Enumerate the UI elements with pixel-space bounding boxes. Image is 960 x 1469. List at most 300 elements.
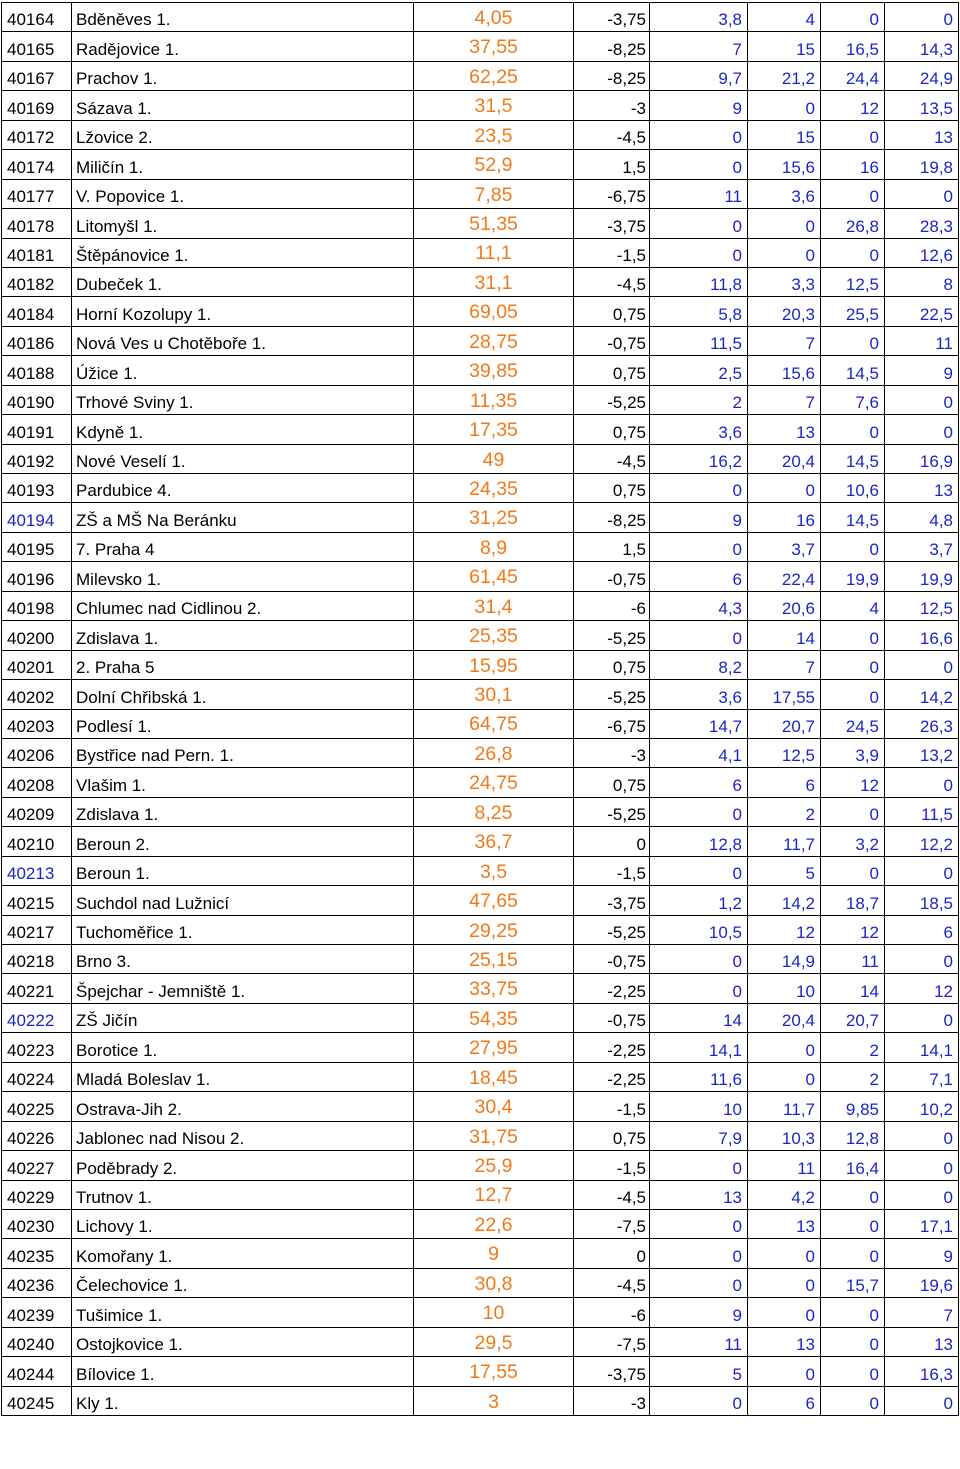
score-col-4: 0 — [821, 680, 885, 709]
school-name: Bílovice 1. — [72, 1357, 414, 1386]
total-score: 23,5 — [414, 120, 574, 149]
score-col-1: -4,5 — [574, 1180, 650, 1209]
score-col-3: 4,2 — [748, 1180, 821, 1209]
school-name: Tušimice 1. — [72, 1298, 414, 1327]
school-name: Bděněves 1. — [72, 3, 414, 32]
score-col-4: 2 — [821, 1062, 885, 1091]
school-name: Chlumec nad Cidlinou 2. — [72, 591, 414, 620]
total-score: 8,25 — [414, 797, 574, 826]
score-col-1: -0,75 — [574, 562, 650, 591]
score-col-1: 1,5 — [574, 150, 650, 179]
score-col-3: 13 — [748, 1327, 821, 1356]
table-body — [2, 3, 959, 1416]
score-col-2: 6 — [650, 562, 748, 591]
score-col-2: 11 — [650, 179, 748, 208]
score-col-3: 13 — [748, 415, 821, 444]
total-score: 31,75 — [414, 1121, 574, 1150]
school-name: Kly 1. — [72, 1386, 414, 1415]
school-name: Prachov 1. — [72, 61, 414, 90]
school-id: 40202 — [2, 680, 72, 709]
score-col-1: -2,25 — [574, 1062, 650, 1091]
table-row — [2, 1268, 959, 1297]
score-col-2: 11,5 — [650, 326, 748, 355]
score-col-4: 19,9 — [821, 562, 885, 591]
school-id: 40208 — [2, 768, 72, 797]
table-row — [2, 1092, 959, 1121]
score-col-5: 0 — [885, 1003, 959, 1032]
score-col-5: 16,3 — [885, 1357, 959, 1386]
score-col-5: 12 — [885, 974, 959, 1003]
school-id: 40194 — [2, 503, 72, 532]
score-col-5: 17,1 — [885, 1209, 959, 1238]
school-id: 40245 — [2, 1386, 72, 1415]
score-col-5: 0 — [885, 1151, 959, 1180]
score-col-4: 12 — [821, 915, 885, 944]
school-id: 40227 — [2, 1151, 72, 1180]
score-col-2: 16,2 — [650, 444, 748, 473]
score-col-2: 0 — [650, 209, 748, 238]
table-row — [2, 61, 959, 90]
score-col-2: 0 — [650, 120, 748, 149]
table-row — [2, 1357, 959, 1386]
score-col-3: 15 — [748, 32, 821, 61]
table-row — [2, 738, 959, 767]
school-id: 40244 — [2, 1357, 72, 1386]
score-col-4: 12 — [821, 91, 885, 120]
score-col-3: 3,6 — [748, 179, 821, 208]
school-id: 40182 — [2, 267, 72, 296]
total-score: 17,55 — [414, 1357, 574, 1386]
school-name: V. Popovice 1. — [72, 179, 414, 208]
score-col-4: 16,5 — [821, 32, 885, 61]
table-row — [2, 1180, 959, 1209]
table-row — [2, 1003, 959, 1032]
score-col-3: 14,9 — [748, 945, 821, 974]
school-id: 40213 — [2, 856, 72, 885]
total-score: 22,6 — [414, 1209, 574, 1238]
score-col-3: 0 — [748, 1357, 821, 1386]
score-col-4: 0 — [821, 1386, 885, 1415]
score-col-3: 0 — [748, 91, 821, 120]
score-col-2: 0 — [650, 945, 748, 974]
school-name: Mladá Boleslav 1. — [72, 1062, 414, 1091]
school-name: Úžice 1. — [72, 356, 414, 385]
score-col-2: 11,6 — [650, 1062, 748, 1091]
score-col-2: 5 — [650, 1357, 748, 1386]
score-col-4: 12,5 — [821, 267, 885, 296]
score-col-1: -5,25 — [574, 797, 650, 826]
school-name: Ostrava-Jih 2. — [72, 1092, 414, 1121]
total-score: 61,45 — [414, 562, 574, 591]
score-col-4: 16,4 — [821, 1151, 885, 1180]
score-col-2: 9 — [650, 1298, 748, 1327]
score-col-5: 7 — [885, 1298, 959, 1327]
school-name: Milevsko 1. — [72, 562, 414, 591]
score-col-1: -6,75 — [574, 179, 650, 208]
score-col-5: 0 — [885, 385, 959, 414]
score-col-1: -6 — [574, 591, 650, 620]
score-col-2: 14,7 — [650, 709, 748, 738]
score-col-5: 4,8 — [885, 503, 959, 532]
total-score: 31,25 — [414, 503, 574, 532]
score-col-3: 0 — [748, 209, 821, 238]
score-col-5: 9 — [885, 1239, 959, 1268]
score-col-1: -7,5 — [574, 1209, 650, 1238]
school-name: Dubeček 1. — [72, 267, 414, 296]
score-col-3: 11 — [748, 1151, 821, 1180]
total-score: 12,7 — [414, 1180, 574, 1209]
school-name: Brno 3. — [72, 945, 414, 974]
total-score: 9 — [414, 1239, 574, 1268]
school-name: Suchdol nad Lužnicí — [72, 886, 414, 915]
score-col-4: 14,5 — [821, 444, 885, 473]
score-col-1: -4,5 — [574, 1268, 650, 1297]
school-name: Jablonec nad Nisou 2. — [72, 1121, 414, 1150]
score-col-5: 11 — [885, 326, 959, 355]
total-score: 31,1 — [414, 267, 574, 296]
table-row — [2, 238, 959, 267]
score-col-2: 0 — [650, 532, 748, 561]
school-id: 40206 — [2, 738, 72, 767]
score-col-2: 0 — [650, 974, 748, 1003]
school-name: Zdislava 1. — [72, 621, 414, 650]
school-id: 40198 — [2, 591, 72, 620]
score-col-5: 14,3 — [885, 32, 959, 61]
school-id: 40215 — [2, 886, 72, 915]
score-col-2: 0 — [650, 1151, 748, 1180]
score-col-2: 3,8 — [650, 3, 748, 32]
score-col-1: -4,5 — [574, 120, 650, 149]
school-name: Miličín 1. — [72, 150, 414, 179]
score-col-3: 6 — [748, 768, 821, 797]
score-col-2: 1,2 — [650, 886, 748, 915]
table-row — [2, 1298, 959, 1327]
total-score: 30,1 — [414, 680, 574, 709]
score-col-5: 24,9 — [885, 61, 959, 90]
score-col-2: 0 — [650, 1268, 748, 1297]
school-id: 40224 — [2, 1062, 72, 1091]
table-row — [2, 415, 959, 444]
score-col-1: 0,75 — [574, 650, 650, 679]
score-col-3: 13 — [748, 1209, 821, 1238]
table-row — [2, 1151, 959, 1180]
score-col-3: 0 — [748, 1062, 821, 1091]
score-col-5: 0 — [885, 1386, 959, 1415]
table-row — [2, 474, 959, 503]
school-name: ZŠ Jičín — [72, 1003, 414, 1032]
score-col-5: 6 — [885, 915, 959, 944]
score-col-3: 21,2 — [748, 61, 821, 90]
score-col-1: 0,75 — [574, 297, 650, 326]
score-col-1: -5,25 — [574, 621, 650, 650]
score-col-3: 14,2 — [748, 886, 821, 915]
score-col-2: 0 — [650, 1239, 748, 1268]
score-col-3: 0 — [748, 1033, 821, 1062]
school-id: 40169 — [2, 91, 72, 120]
total-score: 47,65 — [414, 886, 574, 915]
score-col-3: 0 — [748, 1239, 821, 1268]
score-col-1: -0,75 — [574, 945, 650, 974]
table-row — [2, 886, 959, 915]
score-col-5: 13,2 — [885, 738, 959, 767]
score-col-2: 3,6 — [650, 415, 748, 444]
score-col-1: -3 — [574, 738, 650, 767]
score-col-5: 16,9 — [885, 444, 959, 473]
score-col-4: 9,85 — [821, 1092, 885, 1121]
score-col-1: -3,75 — [574, 3, 650, 32]
score-col-4: 20,7 — [821, 1003, 885, 1032]
score-col-1: -6,75 — [574, 709, 650, 738]
score-col-4: 3,2 — [821, 827, 885, 856]
school-id: 40184 — [2, 297, 72, 326]
school-id: 40230 — [2, 1209, 72, 1238]
table-row — [2, 1033, 959, 1062]
school-name: Trhové Sviny 1. — [72, 385, 414, 414]
score-col-4: 16 — [821, 150, 885, 179]
total-score: 25,15 — [414, 945, 574, 974]
school-id: 40239 — [2, 1298, 72, 1327]
score-col-5: 11,5 — [885, 797, 959, 826]
score-col-5: 0 — [885, 1180, 959, 1209]
school-id: 40177 — [2, 179, 72, 208]
score-col-3: 4 — [748, 3, 821, 32]
total-score: 33,75 — [414, 974, 574, 1003]
score-col-3: 0 — [748, 474, 821, 503]
score-col-3: 11,7 — [748, 827, 821, 856]
score-col-4: 0 — [821, 3, 885, 32]
score-col-4: 0 — [821, 1298, 885, 1327]
school-name: Komořany 1. — [72, 1239, 414, 1268]
score-col-2: 0 — [650, 797, 748, 826]
score-col-5: 0 — [885, 1121, 959, 1150]
total-score: 24,35 — [414, 474, 574, 503]
score-col-3: 3,3 — [748, 267, 821, 296]
score-col-1: -3 — [574, 91, 650, 120]
table-row — [2, 974, 959, 1003]
table-row — [2, 297, 959, 326]
score-col-2: 3,6 — [650, 680, 748, 709]
total-score: 3 — [414, 1386, 574, 1415]
score-col-4: 14,5 — [821, 356, 885, 385]
score-col-3: 7 — [748, 326, 821, 355]
score-col-3: 0 — [748, 238, 821, 267]
school-id: 40221 — [2, 974, 72, 1003]
score-col-2: 0 — [650, 238, 748, 267]
school-name: Trutnov 1. — [72, 1180, 414, 1209]
score-col-4: 0 — [821, 797, 885, 826]
total-score: 8,9 — [414, 532, 574, 561]
score-col-4: 14,5 — [821, 503, 885, 532]
score-col-4: 0 — [821, 1327, 885, 1356]
score-col-5: 19,8 — [885, 150, 959, 179]
table-row — [2, 120, 959, 149]
score-col-4: 24,4 — [821, 61, 885, 90]
table-row — [2, 1239, 959, 1268]
score-col-3: 14 — [748, 621, 821, 650]
score-col-5: 0 — [885, 768, 959, 797]
score-col-2: 4,1 — [650, 738, 748, 767]
table-row — [2, 797, 959, 826]
score-col-3: 10 — [748, 974, 821, 1003]
score-col-3: 10,3 — [748, 1121, 821, 1150]
score-col-4: 0 — [821, 1209, 885, 1238]
score-col-4: 15,7 — [821, 1268, 885, 1297]
score-col-4: 0 — [821, 532, 885, 561]
score-col-1: -3,75 — [574, 886, 650, 915]
table-row — [2, 591, 959, 620]
school-id: 40229 — [2, 1180, 72, 1209]
score-col-3: 7 — [748, 385, 821, 414]
score-col-1: -8,25 — [574, 61, 650, 90]
score-col-2: 11,8 — [650, 267, 748, 296]
score-col-2: 0 — [650, 1209, 748, 1238]
total-score: 69,05 — [414, 297, 574, 326]
total-score: 49 — [414, 444, 574, 473]
score-col-1: 0 — [574, 827, 650, 856]
score-col-5: 14,1 — [885, 1033, 959, 1062]
score-col-1: -0,75 — [574, 326, 650, 355]
score-col-5: 18,5 — [885, 886, 959, 915]
score-col-5: 7,1 — [885, 1062, 959, 1091]
score-col-2: 7,9 — [650, 1121, 748, 1150]
score-col-3: 20,6 — [748, 591, 821, 620]
total-score: 30,8 — [414, 1268, 574, 1297]
score-col-3: 7 — [748, 650, 821, 679]
school-name: Litomyšl 1. — [72, 209, 414, 238]
school-name: Pardubice 4. — [72, 474, 414, 503]
score-col-4: 0 — [821, 238, 885, 267]
school-name: Zdislava 1. — [72, 797, 414, 826]
score-col-2: 14 — [650, 1003, 748, 1032]
table-row — [2, 91, 959, 120]
school-id: 40190 — [2, 385, 72, 414]
total-score: 17,35 — [414, 415, 574, 444]
score-col-3: 20,7 — [748, 709, 821, 738]
score-col-4: 25,5 — [821, 297, 885, 326]
score-col-2: 6 — [650, 768, 748, 797]
school-id: 40195 — [2, 532, 72, 561]
table-row — [2, 1209, 959, 1238]
school-id: 40223 — [2, 1033, 72, 1062]
score-col-4: 12,8 — [821, 1121, 885, 1150]
score-col-4: 0 — [821, 856, 885, 885]
total-score: 25,9 — [414, 1151, 574, 1180]
table-row — [2, 768, 959, 797]
school-id: 40186 — [2, 326, 72, 355]
school-name: 7. Praha 4 — [72, 532, 414, 561]
score-col-5: 12,5 — [885, 591, 959, 620]
score-col-5: 0 — [885, 945, 959, 974]
school-id: 40210 — [2, 827, 72, 856]
table-row — [2, 503, 959, 532]
score-col-3: 20,4 — [748, 444, 821, 473]
school-id: 40235 — [2, 1239, 72, 1268]
table-row — [2, 856, 959, 885]
score-col-4: 0 — [821, 120, 885, 149]
table-row — [2, 1386, 959, 1415]
score-col-1: -7,5 — [574, 1327, 650, 1356]
school-id: 40192 — [2, 444, 72, 473]
score-col-3: 3,7 — [748, 532, 821, 561]
score-col-3: 15,6 — [748, 150, 821, 179]
school-name: Nová Ves u Chotěboře 1. — [72, 326, 414, 355]
score-col-4: 0 — [821, 1180, 885, 1209]
table-row — [2, 1327, 959, 1356]
table-row — [2, 1062, 959, 1091]
score-col-4: 11 — [821, 945, 885, 974]
score-col-2: 10 — [650, 1092, 748, 1121]
school-id: 40164 — [2, 3, 72, 32]
total-score: 15,95 — [414, 650, 574, 679]
total-score: 54,35 — [414, 1003, 574, 1032]
score-col-1: -4,5 — [574, 444, 650, 473]
score-col-1: 0,75 — [574, 768, 650, 797]
score-col-1: 0,75 — [574, 356, 650, 385]
table-row — [2, 621, 959, 650]
score-col-1: -5,25 — [574, 680, 650, 709]
school-name: Beroun 2. — [72, 827, 414, 856]
score-col-5: 28,3 — [885, 209, 959, 238]
score-col-3: 15 — [748, 120, 821, 149]
score-col-4: 14 — [821, 974, 885, 1003]
table-row — [2, 385, 959, 414]
score-col-5: 13,5 — [885, 91, 959, 120]
score-col-5: 16,6 — [885, 621, 959, 650]
score-col-4: 3,9 — [821, 738, 885, 767]
total-score: 30,4 — [414, 1092, 574, 1121]
table-row — [2, 945, 959, 974]
school-name: Horní Kozolupy 1. — [72, 297, 414, 326]
table-row — [2, 3, 959, 32]
score-col-3: 12 — [748, 915, 821, 944]
score-col-1: -2,25 — [574, 1033, 650, 1062]
table-row — [2, 915, 959, 944]
score-col-3: 6 — [748, 1386, 821, 1415]
school-name: Špejchar - Jemniště 1. — [72, 974, 414, 1003]
school-name: Sázava 1. — [72, 91, 414, 120]
score-col-2: 8,2 — [650, 650, 748, 679]
score-col-5: 0 — [885, 415, 959, 444]
score-col-5: 12,6 — [885, 238, 959, 267]
score-col-4: 4 — [821, 591, 885, 620]
score-col-5: 0 — [885, 179, 959, 208]
score-col-5: 13 — [885, 120, 959, 149]
score-col-1: -5,25 — [574, 385, 650, 414]
score-col-4: 0 — [821, 1357, 885, 1386]
table-row — [2, 150, 959, 179]
score-col-3: 11,7 — [748, 1092, 821, 1121]
total-score: 62,25 — [414, 61, 574, 90]
score-col-1: 0 — [574, 1239, 650, 1268]
school-name: Ostojkovice 1. — [72, 1327, 414, 1356]
total-score: 51,35 — [414, 209, 574, 238]
total-score: 29,25 — [414, 915, 574, 944]
school-name: Bystřice nad Pern. 1. — [72, 738, 414, 767]
total-score: 26,8 — [414, 738, 574, 767]
school-id: 40196 — [2, 562, 72, 591]
score-col-1: -2,25 — [574, 974, 650, 1003]
total-score: 64,75 — [414, 709, 574, 738]
score-col-1: 1,5 — [574, 532, 650, 561]
score-col-5: 8 — [885, 267, 959, 296]
total-score: 27,95 — [414, 1033, 574, 1062]
total-score: 18,45 — [414, 1062, 574, 1091]
score-col-5: 13 — [885, 1327, 959, 1356]
school-name: Lichovy 1. — [72, 1209, 414, 1238]
school-id: 40209 — [2, 797, 72, 826]
score-col-3: 22,4 — [748, 562, 821, 591]
school-id: 40218 — [2, 945, 72, 974]
